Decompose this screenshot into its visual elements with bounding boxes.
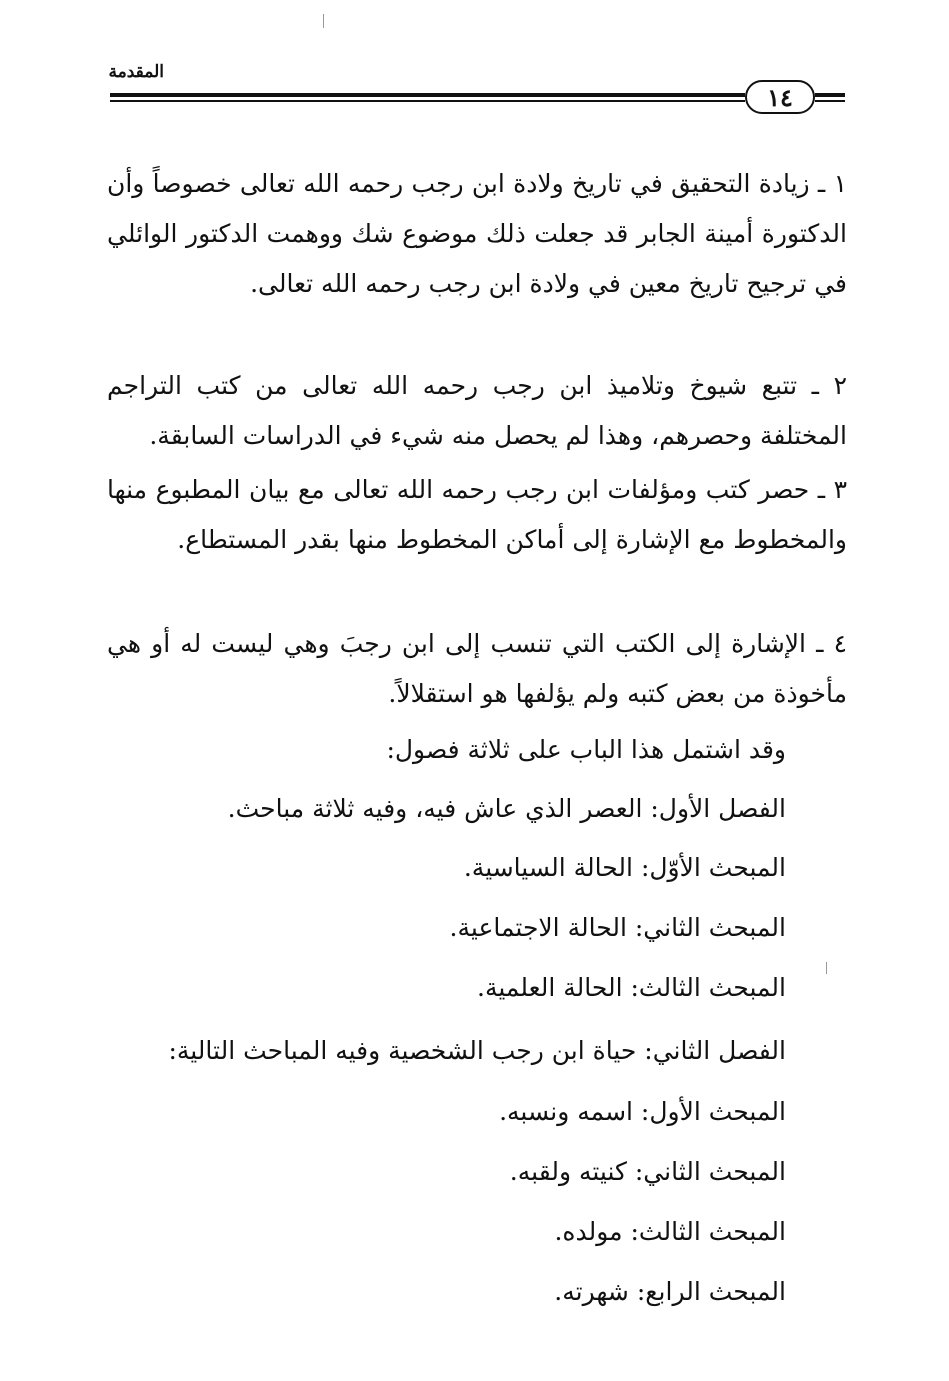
outline-intro: وقد اشتمل هذا الباب على ثلاثة فصول: — [386, 735, 786, 764]
paragraph-4: ٤ ـ الإشارة إلى الكتب التي تنسب إلى ابن رجبَ وهي ليست له أو هي مأخوذة من بعض كتبه ولم يؤلفها هو استقلالاً. — [107, 629, 847, 708]
section-item: المبحث الثالث: الحالة العلمية. — [477, 973, 786, 1002]
paragraph-2: ٢ ـ تتبع شيوخ وتلاميذ ابن رجب رحمه الله تعالى من كتب التراجم المختلفة وحصرهم، وهذا لم يحصل منه شيء في الدراسات السابقة. — [107, 371, 847, 450]
running-title: المقدمة — [108, 62, 164, 82]
scan-mark — [323, 14, 324, 28]
header-rule — [110, 93, 745, 97]
section-item: المبحث الثاني: كنيته ولقبه. — [509, 1157, 786, 1186]
header-rule — [815, 100, 845, 102]
chapter-heading: الفصل الأول: العصر الذي عاش فيه، وفيه ثلاثة مباحث. — [227, 794, 786, 823]
paragraph-3: ٣ ـ حصر كتب ومؤلفات ابن رجب رحمه الله تعالى مع بيان المطبوع منها والمخطوط مع الإشارة إلى أماكن المخطوط منها بقدر المستطاع. — [107, 475, 847, 554]
header-rule — [110, 100, 745, 102]
scan-mark — [826, 962, 827, 974]
section-item: المبحث الثالث: مولده. — [554, 1217, 786, 1246]
section-item: المبحث الثاني: الحالة الاجتماعية. — [449, 913, 786, 942]
section-item: المبحث الأوّل: الحالة السياسية. — [463, 853, 786, 882]
paragraph-1: ١ ـ زيادة التحقيق في تاريخ ولادة ابن رجب رحمه الله تعالى خصوصاً وأن الدكتورة أمينة الجابر قد جعلت ذلك موضوع شك ووهمت الدكتور الوائلي في ترجيح تاريخ معين في ولادة ابن رجب رحمه الله تعالى. — [107, 169, 847, 298]
chapter-heading: الفصل الثاني: حياة ابن رجب الشخصية وفيه المباحث التالية: — [168, 1036, 786, 1065]
header-rule — [815, 93, 845, 97]
page-number: ١٤ — [745, 80, 815, 114]
section-item: المبحث الرابع: شهرته. — [554, 1277, 786, 1306]
section-item: المبحث الأول: اسمه ونسبه. — [499, 1097, 786, 1126]
